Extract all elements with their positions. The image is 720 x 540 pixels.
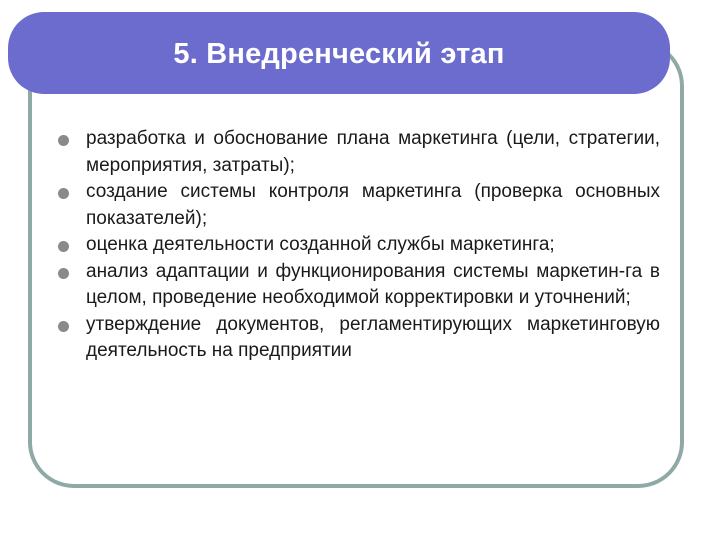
bullet-dot-icon <box>58 135 69 146</box>
title-underline <box>74 94 636 96</box>
title-bar <box>8 12 670 94</box>
bullet-text: оценка деятельности созданной службы маркетинга; <box>86 234 555 255</box>
bullet-dot-icon <box>58 188 69 199</box>
bullet-item <box>56 312 660 365</box>
bullet-list <box>56 126 660 365</box>
bullet-dot-icon <box>58 241 69 252</box>
slide-title: 5. Внедренческий этап <box>173 38 505 70</box>
bullet-text: создание системы контроля маркетинга (проверка основных показателей); <box>86 181 660 229</box>
bullet-text: анализ адаптации и функционирования системы маркетин-га в целом, проведение необходимой корректировки и уточнений; <box>86 260 660 308</box>
bullet-dot-icon <box>58 321 69 332</box>
bullet-text: разработка и обоснование плана маркетинга (цели, стратегии, мероприятия, затраты); <box>86 128 660 176</box>
bullet-item <box>56 259 660 312</box>
bullet-item <box>56 179 660 232</box>
bullet-item <box>56 126 660 179</box>
bullet-text: утверждение документов, регламентирующих маркетинговую деятельность на предприятии <box>86 313 660 361</box>
bullet-dot-icon <box>58 268 69 279</box>
bullet-item <box>56 232 660 259</box>
